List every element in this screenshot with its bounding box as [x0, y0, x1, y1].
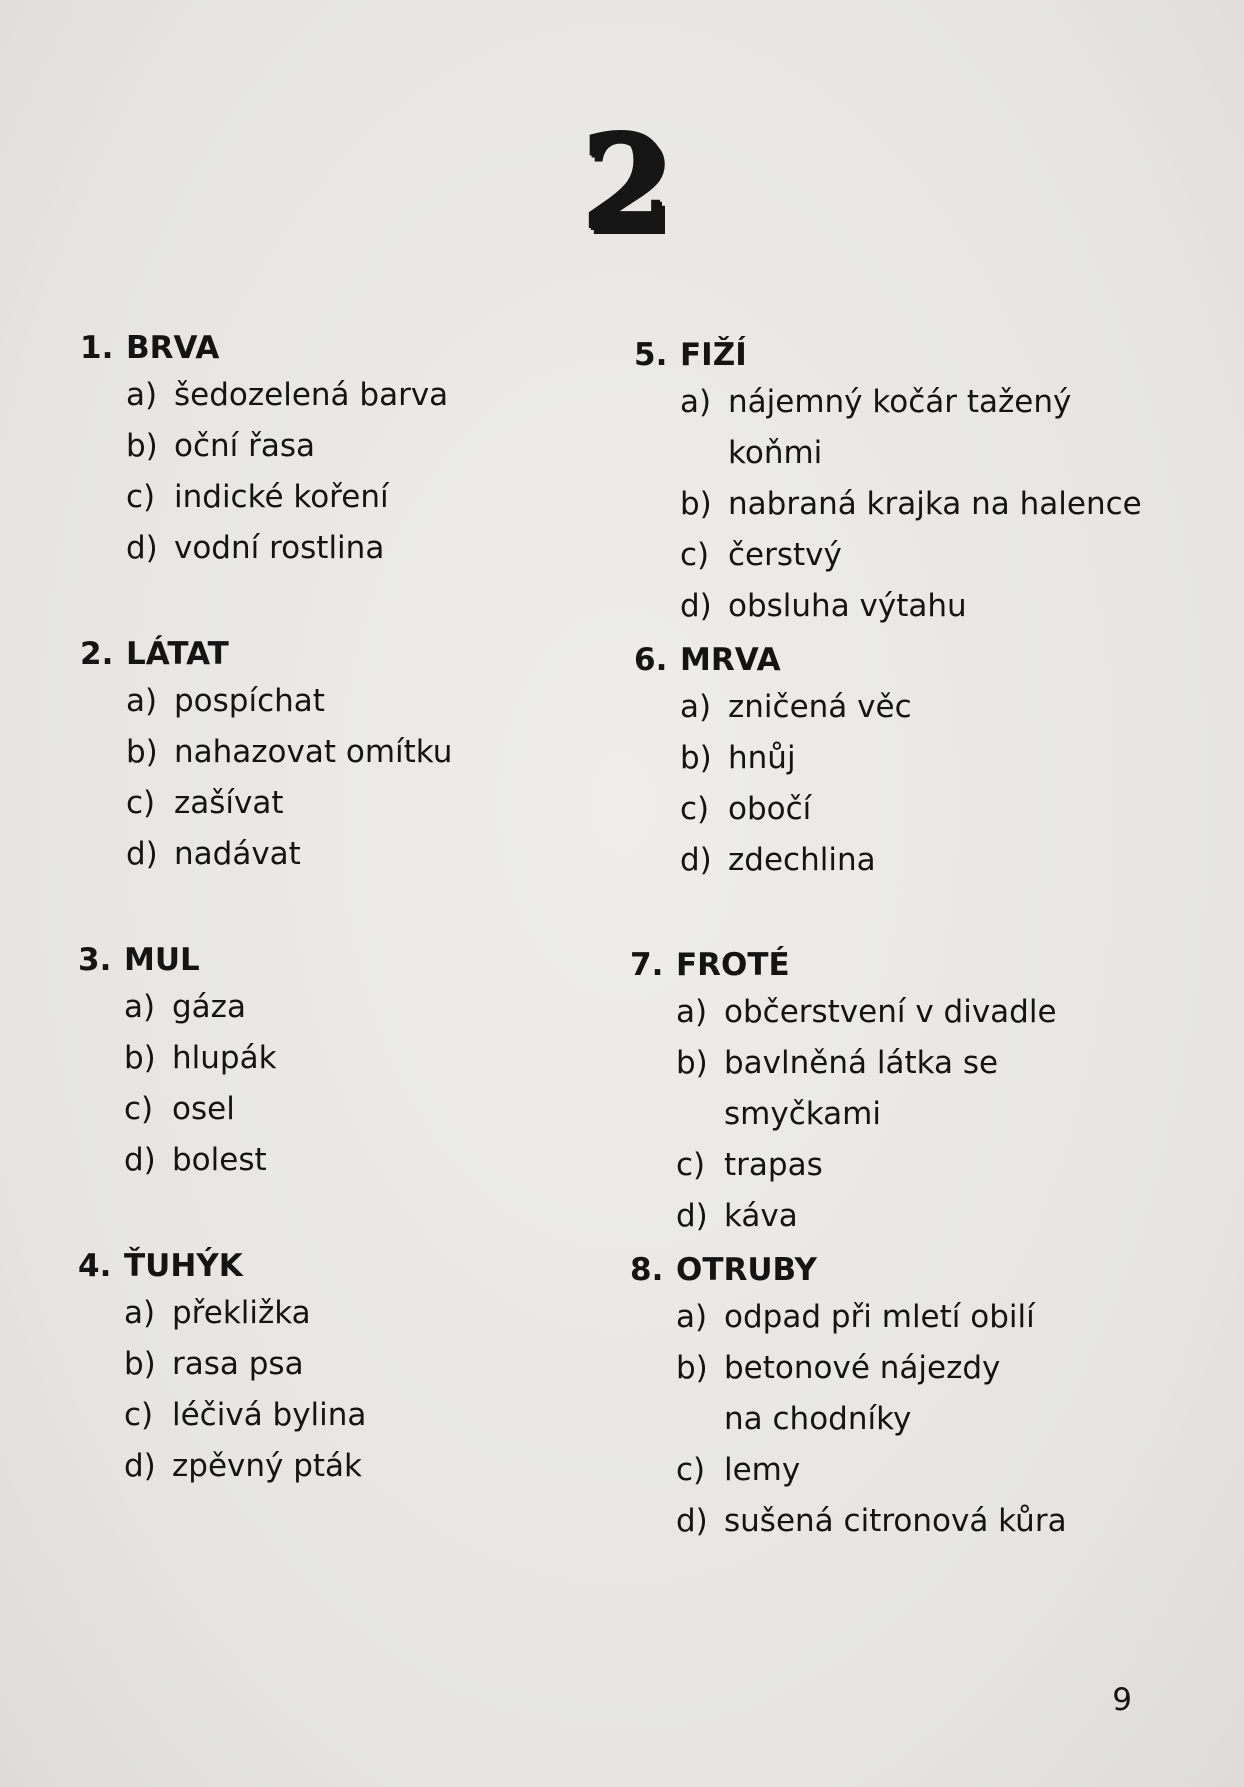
answer-letter: b) — [124, 1346, 156, 1382]
answer-text: gáza — [172, 989, 246, 1025]
answer-letter: b) — [126, 734, 158, 770]
answer-letter: a) — [680, 384, 712, 420]
answer-option[interactable] — [680, 835, 1174, 886]
answer-text: hnůj — [728, 740, 796, 776]
answer-option[interactable] — [126, 421, 620, 472]
answer-text: zdechlina — [728, 842, 876, 878]
question-word: FROTÉ — [676, 947, 790, 983]
question-word: MRVA — [680, 642, 781, 678]
question-heading — [80, 632, 620, 676]
question-heading — [630, 1248, 1170, 1292]
question-word: LÁTAT — [126, 636, 229, 672]
answer-text: občerstvení v divadle — [724, 994, 1057, 1030]
answer-list — [124, 982, 618, 1186]
answer-text: vodní rostlina — [174, 530, 385, 566]
question-7 — [630, 943, 1170, 1242]
question-heading — [78, 938, 618, 982]
answer-list — [680, 682, 1174, 886]
question-number: 4. — [78, 1248, 112, 1284]
answer-letter: b) — [126, 428, 158, 464]
answer-list — [126, 676, 620, 880]
answer-text: nájemný kočár tažený koňmi — [728, 384, 1072, 471]
question-number: 3. — [78, 942, 112, 978]
answer-text: nahazovat omítku — [174, 734, 453, 770]
answer-letter: a) — [124, 1295, 156, 1331]
answer-text: sušená citronová kůra — [724, 1503, 1067, 1539]
answer-text: zničená věc — [728, 689, 912, 725]
answer-text: bavlněná látka se smyčkami — [724, 1045, 999, 1132]
question-1 — [80, 326, 620, 574]
answer-letter: c) — [676, 1147, 706, 1183]
answer-letter: c) — [124, 1397, 154, 1433]
question-8 — [630, 1248, 1170, 1547]
answer-text: pospíchat — [174, 683, 325, 719]
answer-letter: d) — [680, 842, 712, 878]
answer-option[interactable] — [680, 530, 1174, 581]
answer-option[interactable] — [126, 778, 620, 829]
question-word: ŤUHÝK — [124, 1248, 243, 1284]
question-word: FIŽÍ — [680, 337, 747, 373]
answer-option[interactable] — [676, 1445, 1170, 1496]
answer-option[interactable] — [680, 784, 1174, 835]
page-number: 9 — [1112, 1682, 1132, 1718]
answer-text: léčivá bylina — [172, 1397, 367, 1433]
answer-option[interactable] — [676, 1140, 1170, 1191]
answer-text: bolest — [172, 1142, 267, 1178]
answer-option[interactable] — [680, 733, 1174, 784]
answer-letter: c) — [126, 785, 156, 821]
answer-option[interactable] — [676, 1292, 1170, 1343]
answer-text: oční řasa — [174, 428, 316, 464]
answer-letter: a) — [126, 683, 158, 719]
question-3 — [78, 938, 618, 1186]
answer-letter: a) — [124, 989, 156, 1025]
answer-text: nadávat — [174, 836, 301, 872]
answer-text: hlupák — [172, 1040, 277, 1076]
answer-option[interactable] — [126, 829, 620, 880]
answer-letter: c) — [680, 791, 710, 827]
question-number: 8. — [630, 1252, 664, 1288]
answer-text: zašívat — [174, 785, 284, 821]
answer-option[interactable] — [124, 1033, 618, 1084]
answer-option[interactable] — [124, 1084, 618, 1135]
question-number: 5. — [634, 337, 668, 373]
answer-letter: c) — [676, 1452, 706, 1488]
question-word: OTRUBY — [676, 1252, 817, 1288]
answer-option[interactable] — [680, 682, 1174, 733]
answer-list — [676, 1292, 1170, 1547]
answer-option[interactable] — [126, 370, 620, 421]
answer-letter: d) — [676, 1503, 708, 1539]
answer-option[interactable] — [126, 472, 620, 523]
answer-list — [680, 377, 1174, 632]
answer-letter: a) — [676, 1299, 708, 1335]
answer-text: šedozelená barva — [174, 377, 449, 413]
answer-letter: a) — [676, 994, 708, 1030]
answer-option[interactable] — [126, 727, 620, 778]
answer-text: betonové nájezdy na chodníky — [724, 1350, 1001, 1437]
answer-text: nabraná krajka na halence — [728, 486, 1142, 522]
question-number: 1. — [80, 330, 114, 366]
answer-text: zpěvný pták — [172, 1448, 362, 1484]
answer-option[interactable] — [676, 1038, 1170, 1140]
answer-letter: d) — [680, 588, 712, 624]
question-number: 6. — [634, 642, 668, 678]
answer-option[interactable] — [680, 377, 1174, 479]
answer-text: rasa psa — [172, 1346, 304, 1382]
answer-letter: c) — [124, 1091, 154, 1127]
answer-list — [676, 987, 1170, 1242]
answer-letter: b) — [680, 740, 712, 776]
question-heading — [630, 943, 1170, 987]
answer-option[interactable] — [676, 1343, 1170, 1445]
answer-option[interactable] — [680, 581, 1174, 632]
answer-text: trapas — [724, 1147, 823, 1183]
answer-letter: b) — [676, 1045, 708, 1081]
answer-option[interactable] — [124, 1390, 618, 1441]
answer-option[interactable] — [676, 1496, 1170, 1547]
question-number: 7. — [630, 947, 664, 983]
answer-option[interactable] — [126, 523, 620, 574]
question-heading — [634, 638, 1174, 682]
answer-text: obočí — [728, 791, 812, 827]
question-5 — [634, 333, 1174, 632]
answer-letter: c) — [126, 479, 156, 515]
answer-letter: c) — [680, 537, 710, 573]
answer-letter: d) — [124, 1142, 156, 1178]
answer-letter: d) — [124, 1448, 156, 1484]
answer-text: indické koření — [174, 479, 389, 515]
question-heading — [634, 333, 1174, 377]
answer-letter: b) — [680, 486, 712, 522]
answer-option[interactable] — [676, 1191, 1170, 1242]
answer-letter: a) — [126, 377, 158, 413]
answer-letter: d) — [126, 836, 158, 872]
answer-text: odpad při mletí obilí — [724, 1299, 1035, 1335]
answer-letter: b) — [676, 1350, 708, 1386]
question-4 — [78, 1244, 618, 1492]
question-heading — [78, 1244, 618, 1288]
answer-option[interactable] — [124, 1135, 618, 1186]
answer-list — [126, 370, 620, 574]
question-6 — [634, 638, 1174, 886]
answer-option[interactable] — [124, 1288, 618, 1339]
question-number: 2. — [80, 636, 114, 672]
answer-text: překližka — [172, 1295, 311, 1331]
question-word: MUL — [124, 942, 200, 978]
answer-option[interactable] — [676, 987, 1170, 1038]
answer-list — [124, 1288, 618, 1492]
answer-text: čerstvý — [728, 537, 842, 573]
answer-text: obsluha výtahu — [728, 588, 967, 624]
question-heading — [80, 326, 620, 370]
answer-option[interactable] — [124, 982, 618, 1033]
answer-option[interactable] — [126, 676, 620, 727]
answer-option[interactable] — [680, 479, 1174, 530]
answer-option[interactable] — [124, 1441, 618, 1492]
answer-letter: a) — [680, 689, 712, 725]
question-2 — [80, 632, 620, 880]
answer-letter: d) — [126, 530, 158, 566]
chapter-number: 2 — [580, 105, 672, 260]
answer-text: lemy — [724, 1452, 801, 1488]
answer-option[interactable] — [124, 1339, 618, 1390]
answer-text: káva — [724, 1198, 798, 1234]
answer-text: osel — [172, 1091, 235, 1127]
answer-letter: d) — [676, 1198, 708, 1234]
question-word: BRVA — [126, 330, 220, 366]
answer-letter: b) — [124, 1040, 156, 1076]
